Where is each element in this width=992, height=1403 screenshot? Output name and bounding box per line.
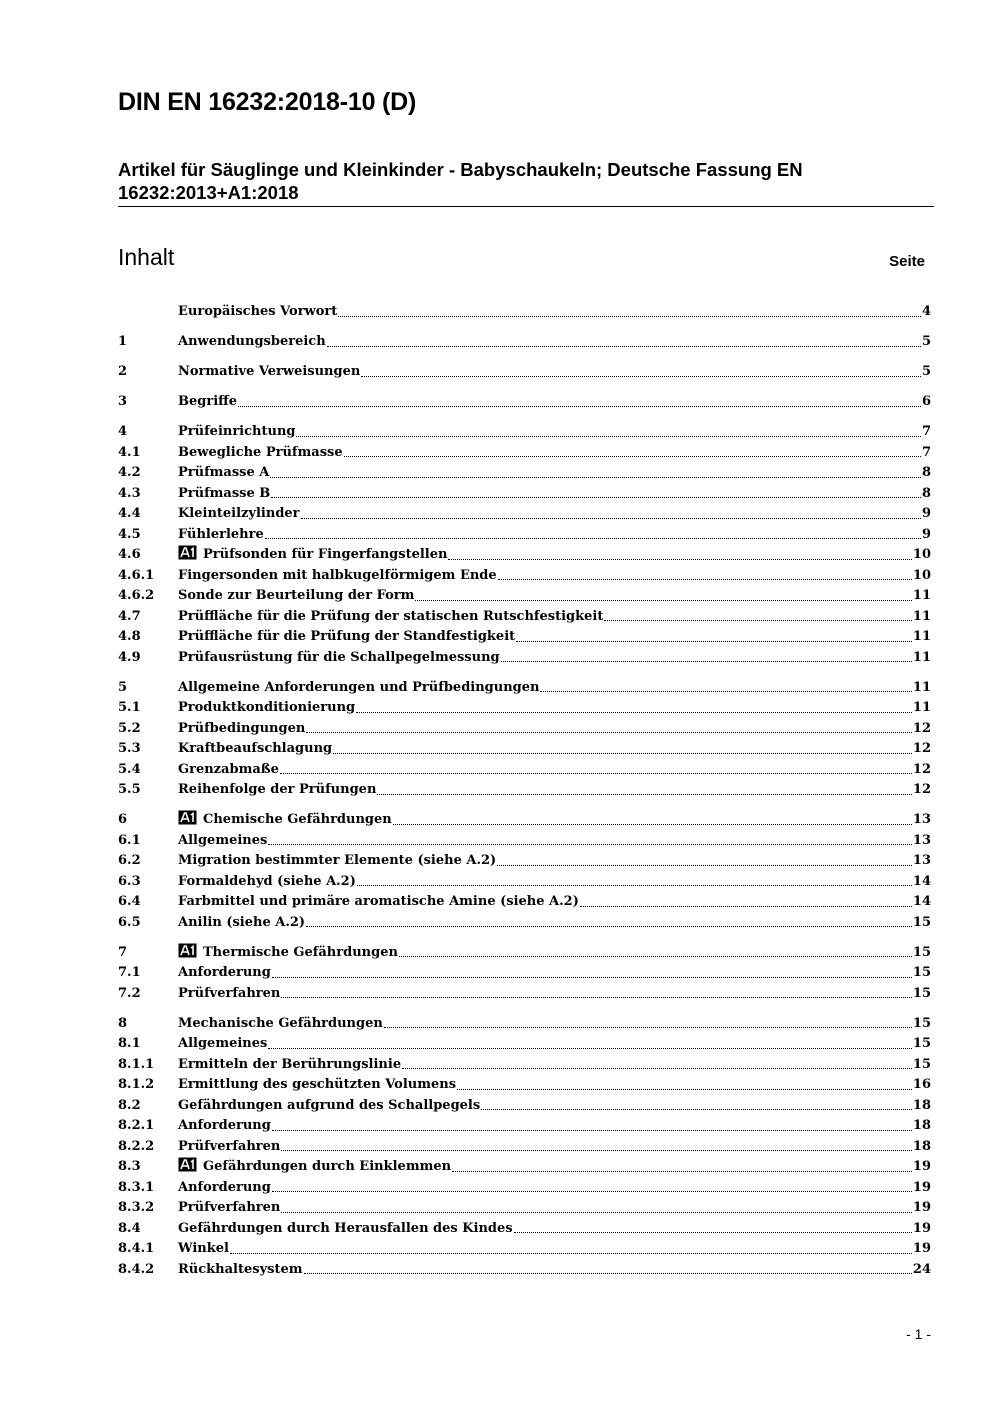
toc-entry-title: Bewegliche Prüfmasse <box>178 444 343 460</box>
toc-entry-title: Winkel <box>178 1241 229 1256</box>
toc-entry-page: 15 <box>912 985 931 1001</box>
toc-entry-title: Prüfeinrichtung <box>178 424 296 439</box>
document-title: DIN EN 16232:2018-10 (D) <box>118 88 417 116</box>
toc-entry-title: Prüfbedingungen <box>178 720 306 736</box>
toc-entry-title-wrap <box>178 1157 451 1178</box>
toc-leader-dots <box>399 955 912 957</box>
table-of-contents <box>118 302 931 1280</box>
toc-entry[interactable] <box>118 607 931 628</box>
toc-entry-page: 14 <box>912 873 931 889</box>
toc-entry-page: 19 <box>912 1159 931 1174</box>
toc-entry-title-wrap <box>178 780 376 801</box>
toc-entry-title: Thermische Gefährdungen <box>203 944 398 960</box>
toc-entry-number: 5.4 <box>118 761 141 777</box>
footer-page-number: - 1 - <box>906 1326 931 1342</box>
toc-entry-title: Prüffläche für die Prüfung der statischen Rutschfestigkeit <box>178 608 604 624</box>
toc-entry-number: 8.1 <box>118 1036 141 1051</box>
toc-entry-page: 12 <box>912 782 931 797</box>
toc-entry[interactable] <box>118 851 931 872</box>
toc-entry-title-wrap <box>178 362 360 383</box>
toc-entry-title: Kleinteilzylinder <box>178 506 300 521</box>
toc-entry-title-wrap <box>178 1034 267 1055</box>
toc-entry-title-wrap <box>178 1075 456 1096</box>
toc-leader-dots <box>356 711 912 713</box>
toc-entry-title: Fühlerlehre <box>178 526 264 542</box>
toc-leader-dots <box>481 1108 912 1110</box>
toc-entry-page: 9 <box>921 526 931 542</box>
toc-entry-title-wrap <box>178 1014 383 1035</box>
toc-leader-dots <box>344 455 921 457</box>
toc-leader-dots <box>402 1067 912 1069</box>
toc-entry-page: 12 <box>912 761 931 777</box>
toc-entry-title: Grenzabmaße <box>178 761 279 777</box>
toc-entry-number: 4.9 <box>118 649 141 665</box>
toc-leader-dots <box>333 752 912 754</box>
toc-entry-number: 4.2 <box>118 465 141 480</box>
toc-leader-dots <box>272 1190 912 1192</box>
toc-entry-number: 8.2.2 <box>118 1138 155 1154</box>
toc-entry[interactable] <box>118 984 931 1005</box>
toc-entry[interactable] <box>118 586 931 607</box>
toc-entry-title: Gefährdungen aufgrund des Schallpegels <box>178 1097 481 1113</box>
toc-entry-number: 1 <box>118 334 128 349</box>
toc-entry-number: 8.4.1 <box>118 1241 155 1256</box>
toc-entry-title-wrap <box>178 504 300 525</box>
toc-entry-title-wrap <box>178 1239 229 1260</box>
toc-entry[interactable] <box>118 443 931 464</box>
toc-entry-title-wrap <box>178 1096 480 1117</box>
toc-entry[interactable] <box>118 810 931 831</box>
toc-entry-number: 6 <box>118 812 128 827</box>
toc-entry-number: 8.2 <box>118 1097 141 1113</box>
toc-entry-title-wrap <box>178 1198 280 1219</box>
toc-entry-title-wrap <box>178 943 398 964</box>
toc-entry-number: 4.6.1 <box>118 567 155 583</box>
toc-entry-title-wrap <box>178 698 355 719</box>
toc-entry-page: 8 <box>921 465 931 480</box>
toc-entry[interactable] <box>118 504 931 525</box>
toc-entry[interactable] <box>118 760 931 781</box>
toc-entry-title-wrap <box>178 545 447 566</box>
toc-entry-page: 10 <box>912 567 931 583</box>
toc-entry-title-wrap <box>178 1260 303 1281</box>
toc-leader-dots <box>271 496 921 498</box>
toc-entry-page: 11 <box>912 679 931 695</box>
toc-entry[interactable] <box>118 1034 931 1055</box>
toc-leader-dots <box>304 1272 912 1274</box>
toc-entry-page: 12 <box>912 720 931 736</box>
toc-leader-dots <box>452 1170 912 1172</box>
toc-entry-title-wrap <box>178 586 414 607</box>
toc-entry-number: 4.5 <box>118 526 141 542</box>
toc-leader-dots <box>301 517 921 519</box>
toc-entry-title-wrap <box>178 851 496 872</box>
toc-entry-title-wrap <box>178 392 237 413</box>
toc-entry-number: 4.6 <box>118 547 141 562</box>
toc-leader-dots <box>281 996 912 998</box>
toc-entry-title: Kraftbeaufschlagung <box>178 741 333 756</box>
toc-entry-title: Begriffe <box>178 394 238 409</box>
toc-entry-title: Anforderung <box>178 1179 271 1195</box>
toc-entry-page: 11 <box>912 588 931 603</box>
toc-leader-dots <box>272 1129 912 1131</box>
toc-entry-title-wrap <box>178 963 271 984</box>
toc-entry-page: 7 <box>921 444 931 460</box>
toc-leader-dots <box>327 345 921 347</box>
toc-entry-number: 4.3 <box>118 485 141 501</box>
toc-entry-number: 6.1 <box>118 832 141 848</box>
toc-leader-dots <box>268 1047 912 1049</box>
toc-entry[interactable] <box>118 698 931 719</box>
toc-entry-page: 5 <box>921 364 931 379</box>
toc-entry-title: Ermittlung des geschützten Volumens <box>178 1077 457 1092</box>
toc-entry-number: 4.6.2 <box>118 588 155 603</box>
toc-entry-title: Mechanische Gefährdungen <box>178 1015 383 1031</box>
a1-amendment-marker-icon <box>178 1157 197 1172</box>
toc-entry[interactable] <box>118 963 931 984</box>
toc-entry-title: Ermitteln der Berührungslinie <box>178 1056 402 1072</box>
toc-entry[interactable] <box>118 525 931 546</box>
toc-entry-page: 19 <box>912 1241 931 1256</box>
toc-leader-dots <box>384 1026 912 1028</box>
toc-entry-page: 11 <box>912 629 931 644</box>
toc-entry[interactable] <box>118 1137 931 1158</box>
toc-entry-number: 8.4 <box>118 1220 141 1236</box>
toc-entry-title-wrap <box>178 1055 401 1076</box>
toc-entry-title: Formaldehyd (siehe A.2) <box>178 873 356 889</box>
toc-entry-number: 4.1 <box>118 444 141 460</box>
toc-leader-dots <box>281 1149 912 1151</box>
toc-entry-title: Sonde zur Beurteilung der Form <box>178 588 415 603</box>
toc-entry-number: 4.8 <box>118 629 141 644</box>
toc-entry-page: 6 <box>921 394 931 409</box>
toc-entry-title: Allgemeines <box>178 1036 268 1051</box>
toc-entry-number: 6.4 <box>118 894 141 909</box>
toc-entry-title: Chemische Gefährdungen <box>203 812 392 827</box>
toc-entry-title-wrap <box>178 1137 280 1158</box>
toc-entry[interactable] <box>118 566 931 587</box>
toc-entry-page: 13 <box>912 832 931 848</box>
toc-entry-title-wrap <box>178 760 279 781</box>
toc-entry-page: 19 <box>912 1200 931 1215</box>
toc-entry-title-wrap <box>178 719 305 740</box>
toc-entry-title: Prüfverfahren <box>178 1200 281 1215</box>
toc-entry-number: 8.2.1 <box>118 1118 155 1133</box>
toc-entry-title-wrap <box>178 525 264 546</box>
toc-entry-number: 8.4.2 <box>118 1261 155 1277</box>
toc-entry-page: 7 <box>921 424 931 439</box>
toc-entry-page: 4 <box>921 304 931 319</box>
toc-entry[interactable] <box>118 545 931 566</box>
toc-entry[interactable] <box>118 1219 931 1240</box>
page-column-label: Seite <box>889 253 925 270</box>
a1-amendment-marker-icon <box>178 943 197 958</box>
toc-leader-dots <box>270 476 921 478</box>
toc-entry-title: Produktkonditionierung <box>178 700 356 715</box>
toc-entry[interactable] <box>118 1055 931 1076</box>
toc-entry[interactable] <box>118 678 931 699</box>
toc-leader-dots <box>238 405 921 407</box>
toc-entry-page: 13 <box>912 853 931 868</box>
a1-amendment-marker-icon <box>178 810 197 825</box>
toc-leader-dots <box>306 731 912 733</box>
toc-entry-title-wrap <box>178 422 295 443</box>
toc-entry-title: Anforderung <box>178 965 271 980</box>
toc-leader-dots <box>457 1088 912 1090</box>
toc-entry-page: 9 <box>921 506 931 521</box>
toc-entry[interactable] <box>118 739 931 760</box>
toc-entry-page: 15 <box>912 944 931 960</box>
toc-entry-title: Prüfverfahren <box>178 985 281 1001</box>
toc-entry-title-wrap <box>178 332 326 353</box>
toc-entry-title: Anwendungsbereich <box>178 334 326 349</box>
toc-entry-title-wrap <box>178 872 356 893</box>
toc-leader-dots <box>265 537 921 539</box>
toc-entry-page: 15 <box>912 1056 931 1072</box>
toc-entry-page: 5 <box>921 334 931 349</box>
toc-entry-page: 15 <box>912 914 931 930</box>
toc-entry-title: Europäisches Vorwort <box>178 304 338 319</box>
toc-entry-number: 6.3 <box>118 873 141 889</box>
toc-leader-dots <box>296 435 920 437</box>
toc-entry-page: 24 <box>912 1261 931 1277</box>
toc-entry[interactable] <box>118 1096 931 1117</box>
toc-entry-page: 15 <box>912 965 931 980</box>
toc-entry-title: Anilin (siehe A.2) <box>178 914 306 930</box>
toc-entry-number: 6.5 <box>118 914 141 930</box>
toc-entry-title-wrap <box>178 984 280 1005</box>
toc-leader-dots <box>415 599 912 601</box>
toc-entry-page: 12 <box>912 741 931 756</box>
toc-entry-title-wrap <box>178 627 515 648</box>
toc-entry-number: 3 <box>118 394 128 409</box>
toc-entry-title-wrap <box>178 739 332 760</box>
toc-entry[interactable] <box>118 1198 931 1219</box>
toc-entry-number: 8.1.1 <box>118 1056 155 1072</box>
toc-entry[interactable] <box>118 1014 931 1035</box>
toc-entry[interactable] <box>118 484 931 505</box>
toc-entry-title-wrap <box>178 913 305 934</box>
toc-entry-title-wrap <box>178 607 603 628</box>
toc-entry-page: 11 <box>912 608 931 624</box>
toc-entry-number: 4.7 <box>118 608 141 624</box>
toc-entry-title: Farbmittel und primäre aromatische Amine (siehe A.2) <box>178 894 579 909</box>
title-divider <box>118 206 934 207</box>
toc-leader-dots <box>393 823 912 825</box>
toc-entry-title: Prüfausrüstung für die Schallpegelmessung <box>178 649 500 665</box>
toc-entry[interactable] <box>118 1116 931 1137</box>
toc-entry-title: Gefährdungen durch Einklemmen <box>203 1159 452 1174</box>
toc-entry-title-wrap <box>178 1116 271 1137</box>
toc-entry[interactable] <box>118 780 931 801</box>
toc-entry-number: 4.4 <box>118 506 141 521</box>
toc-leader-dots <box>540 690 911 692</box>
toc-entry-number: 8.1.2 <box>118 1077 155 1092</box>
toc-entry-title-wrap <box>178 463 269 484</box>
toc-entry-number: 5 <box>118 679 128 695</box>
toc-entry[interactable] <box>118 627 931 648</box>
toc-leader-dots <box>306 925 912 927</box>
a1-amendment-marker-icon <box>178 545 197 560</box>
toc-heading: Inhalt <box>118 244 175 270</box>
toc-entry-number: 7 <box>118 944 128 960</box>
toc-entry-number: 7.1 <box>118 965 141 980</box>
toc-leader-dots <box>230 1252 912 1254</box>
toc-leader-dots <box>272 976 912 978</box>
toc-leader-dots <box>377 793 912 795</box>
toc-entry-title: Prüfmasse A <box>178 465 270 480</box>
toc-entry-number: 8.3.2 <box>118 1200 155 1215</box>
toc-entry-title: Fingersonden mit halbkugelförmigem Ende <box>178 567 497 583</box>
toc-entry[interactable] <box>118 332 931 353</box>
toc-entry[interactable] <box>118 422 931 443</box>
toc-entry[interactable] <box>118 362 931 383</box>
toc-entry-number: 5.5 <box>118 782 141 797</box>
toc-entry-page: 18 <box>912 1097 931 1113</box>
toc-leader-dots <box>268 843 912 845</box>
toc-entry[interactable] <box>118 831 931 852</box>
toc-leader-dots <box>357 884 912 886</box>
toc-leader-dots <box>280 772 912 774</box>
toc-entry-number: 5.1 <box>118 700 141 715</box>
toc-entry-number: 8 <box>118 1015 128 1031</box>
toc-entry[interactable] <box>118 913 931 934</box>
toc-entry[interactable] <box>118 648 931 669</box>
toc-entry[interactable] <box>118 892 931 913</box>
toc-entry-page: 19 <box>912 1179 931 1195</box>
toc-leader-dots <box>514 1231 912 1233</box>
toc-entry-title-wrap <box>178 1178 271 1199</box>
toc-leader-dots <box>338 315 921 317</box>
toc-entry[interactable] <box>118 719 931 740</box>
toc-entry[interactable] <box>118 392 931 413</box>
toc-entry-page: 13 <box>912 812 931 827</box>
toc-entry-title: Migration bestimmter Elemente (siehe A.2) <box>178 853 497 868</box>
toc-leader-dots <box>501 660 912 662</box>
document-subtitle: Artikel für Säuglinge und Kleinkinder - Babyschaukeln; Deutsche Fassung EN 16232:2013+A1:2018 <box>118 159 803 203</box>
toc-entry-title: Anforderung <box>178 1118 271 1133</box>
toc-leader-dots <box>516 640 912 642</box>
toc-entry-number: 7.2 <box>118 985 141 1001</box>
toc-entry-title-wrap <box>178 566 497 587</box>
toc-entry-page: 10 <box>912 547 931 562</box>
toc-entry[interactable] <box>118 1157 931 1178</box>
toc-entry[interactable] <box>118 1178 931 1199</box>
toc-entry-title: Gefährdungen durch Herausfallen des Kindes <box>178 1220 513 1236</box>
toc-entry[interactable] <box>118 463 931 484</box>
toc-entry[interactable] <box>118 1260 931 1281</box>
toc-entry-page: 15 <box>912 1036 931 1051</box>
toc-leader-dots <box>448 558 911 560</box>
toc-entry-number: 6.2 <box>118 853 141 868</box>
toc-entry-number: 5.2 <box>118 720 141 736</box>
toc-entry-title-wrap <box>178 831 267 852</box>
toc-entry-number: 8.3 <box>118 1159 141 1174</box>
toc-entry-title-wrap <box>178 648 500 669</box>
toc-leader-dots <box>604 619 912 621</box>
toc-entry-title-wrap <box>178 302 337 323</box>
toc-entry-title: Prüfmasse B <box>178 485 271 501</box>
toc-entry-title: Normative Verweisungen <box>178 364 361 379</box>
toc-entry-number: 4 <box>118 424 128 439</box>
toc-entry-page: 19 <box>912 1220 931 1236</box>
toc-entry-number: 5.3 <box>118 741 141 756</box>
toc-entry-number: 2 <box>118 364 128 379</box>
toc-entry-page: 16 <box>912 1077 931 1092</box>
toc-entry[interactable] <box>118 872 931 893</box>
toc-entry-title-wrap <box>178 678 539 699</box>
toc-entry[interactable] <box>118 943 931 964</box>
toc-entry-title-wrap <box>178 484 270 505</box>
toc-entry-title: Rückhaltesystem <box>178 1261 303 1277</box>
toc-leader-dots <box>361 375 921 377</box>
toc-entry-title-wrap <box>178 810 392 831</box>
toc-entry-title-wrap <box>178 892 579 913</box>
toc-entry-title: Allgemeines <box>178 832 268 848</box>
toc-entry-title: Allgemeine Anforderungen und Prüfbedingungen <box>178 679 540 695</box>
toc-entry-page: 11 <box>912 649 931 665</box>
toc-entry-number: 8.3.1 <box>118 1179 155 1195</box>
toc-entry-title-wrap <box>178 443 343 464</box>
toc-entry-title: Reihenfolge der Prüfungen <box>178 782 377 797</box>
toc-entry-page: 15 <box>912 1015 931 1031</box>
toc-entry[interactable] <box>118 302 931 323</box>
toc-leader-dots <box>281 1211 912 1213</box>
toc-entry-title-wrap <box>178 1219 513 1240</box>
toc-entry-page: 18 <box>912 1138 931 1154</box>
toc-entry-title: Prüfverfahren <box>178 1138 281 1154</box>
toc-entry-page: 14 <box>912 894 931 909</box>
toc-entry[interactable] <box>118 1239 931 1260</box>
toc-entry-page: 8 <box>921 485 931 501</box>
toc-entry-page: 11 <box>912 700 931 715</box>
toc-entry[interactable] <box>118 1075 931 1096</box>
toc-leader-dots <box>498 578 912 580</box>
toc-entry-title: Prüffläche für die Prüfung der Standfestigkeit <box>178 629 516 644</box>
toc-leader-dots <box>580 905 912 907</box>
toc-entry-title: Prüfsonden für Fingerfangstellen <box>203 547 448 562</box>
toc-leader-dots <box>497 864 912 866</box>
toc-entry-page: 18 <box>912 1118 931 1133</box>
